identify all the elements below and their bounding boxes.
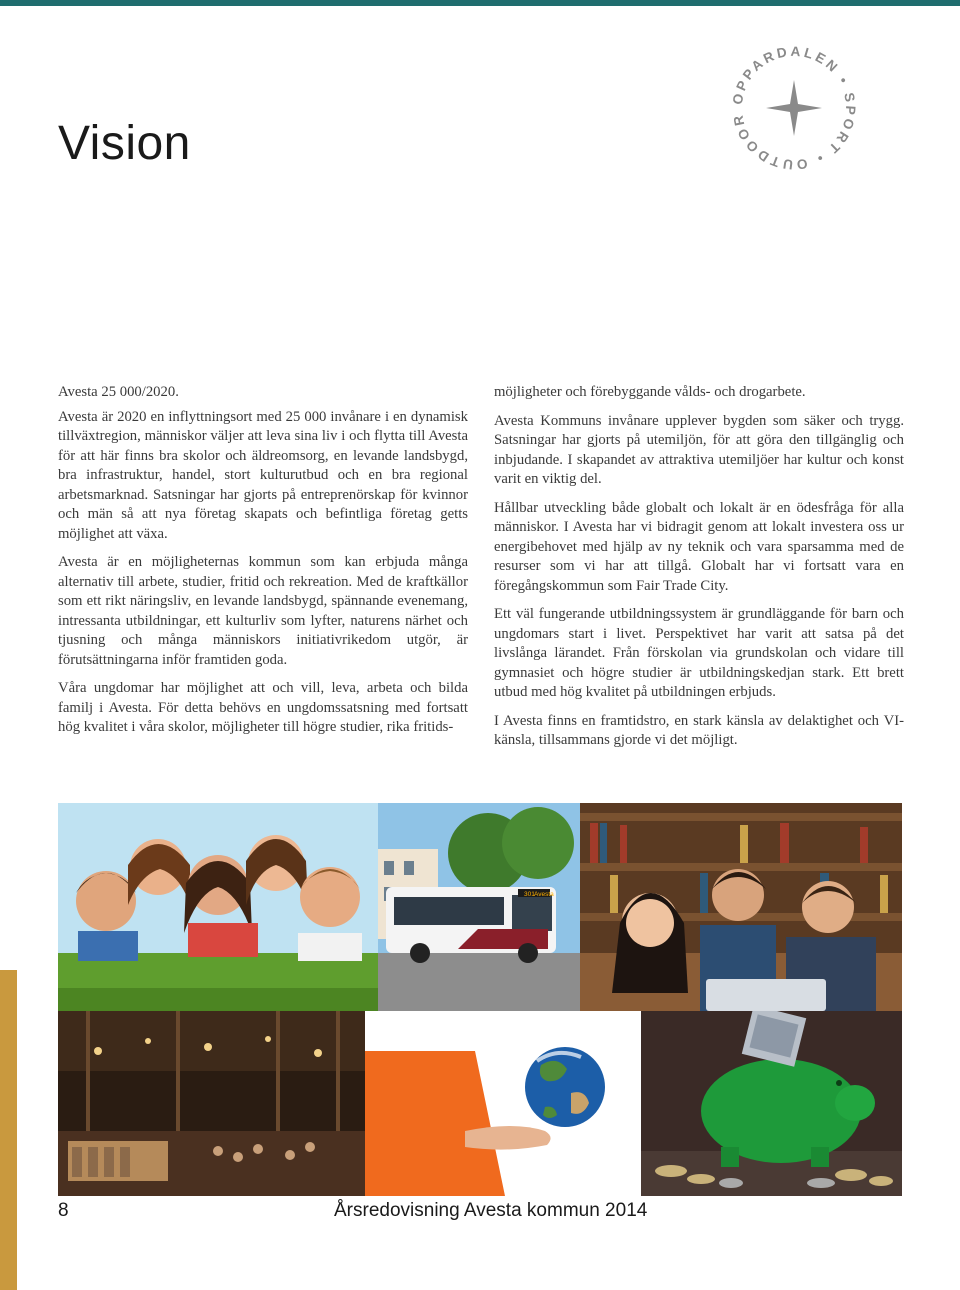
left-accent-bar bbox=[0, 970, 17, 1290]
paragraph: Ett väl fungerande utbildningssystem är grundläggande för barn och ungdomars start i livet. Perspektivet har varit att satsa på det livslånga lärandet. Från förskolan via grundskolan och vidare till gymnasiet och högre studier är utbildningskedjan stark. Ett brett utbud med hög kvalitet på utbildningen erbjuds. bbox=[494, 606, 904, 700]
photo-bus bbox=[378, 803, 580, 1011]
koppardalen-logo bbox=[726, 40, 862, 176]
photo-teenagers-on-grass bbox=[58, 803, 378, 1011]
photo-students-library bbox=[580, 803, 902, 1011]
page-number: 8 bbox=[58, 1200, 69, 1221]
paragraph: Avesta Kommuns invånare upplever bygden som säker och trygg. Satsningar har gjorts på utemiljön, för att göra den tillgänglig och inbjudande. I skapandet av attraktiva utemiljöer har kultur och konst varit en viktig del. bbox=[494, 412, 904, 487]
bus-route-number: 301 bbox=[524, 891, 535, 898]
bus-destination-sign: Avesta bbox=[534, 891, 554, 898]
paragraph: Hållbar utveckling både globalt och lokalt är en ödesfråga för alla människor. I Avesta har vi bidragit genom att lokalt investera oss ur energibehovet med hjälp av ny teknik och vara sparsamma med de resurser som vi har att tillgå. Globalt har vi fortsatt vara en föregångskommun som Fair Trade City. bbox=[494, 499, 904, 594]
paragraph: möjligheter och förebyggande vålds- och drogarbete. bbox=[494, 384, 806, 400]
photo-industrial-hall bbox=[58, 1011, 365, 1196]
logo-text: OPPARDALEN • SPORT • OUTDOOR bbox=[729, 43, 859, 173]
paragraph: I Avesta finns en framtidstro, en stark känsla av delaktighet och VI-känsla, tillsammans gjorde vi det möjligt. bbox=[494, 712, 904, 748]
left-text-column bbox=[58, 383, 468, 747]
publication-title: Årsredovisning Avesta kommun 2014 bbox=[334, 1200, 648, 1221]
paragraph: Våra ungdomar har möjlighet att och vill, leva, arbeta och bilda familj i Avesta. För detta behövs en ungdomssatsning med fortsatt hög kvalitet i våra skolor, möjligheter till högre studier, rika fritids- bbox=[58, 680, 468, 735]
photo-piggy-bank bbox=[641, 1011, 902, 1196]
right-text-column bbox=[494, 383, 904, 760]
page-title: Vision bbox=[58, 117, 191, 170]
paragraph: Avesta är 2020 en inflyttningsort med 25 000 invånare i en dynamisk tillväxtregion, människor väljer att leva sina liv i och flytta till Avesta för att här finns bra skolor och äldreomsorg, en levande landsbygd, bra infrastruktur, handel, stort kulturutbud och en bra regional arbetsmarknad. Satsningar har gjorts på entreprenörskap för kvinnor och män så att nya företag skapats och befintliga företag getts möjlighet att växa. bbox=[58, 408, 468, 542]
top-rule bbox=[0, 0, 960, 6]
photo-hand-holding-globe bbox=[365, 1011, 641, 1196]
paragraph: Avesta är en möjligheternas kommun som kan erbjuda många alternativ till arbete, studier, fritid och rekreation. Med de kraftkällor som ett rikt näringsliv, en levande landsbygd, spännande evenemang, intressanta utbildningar, ett kulturliv som lyfter, naturens närhet och tjusning och många människors initiativrikedom utgör, är förutsättningarna inför framtiden goda. bbox=[58, 554, 468, 668]
compass-star-icon bbox=[766, 80, 822, 136]
paragraph: Avesta 25 000/2020. bbox=[58, 384, 179, 400]
